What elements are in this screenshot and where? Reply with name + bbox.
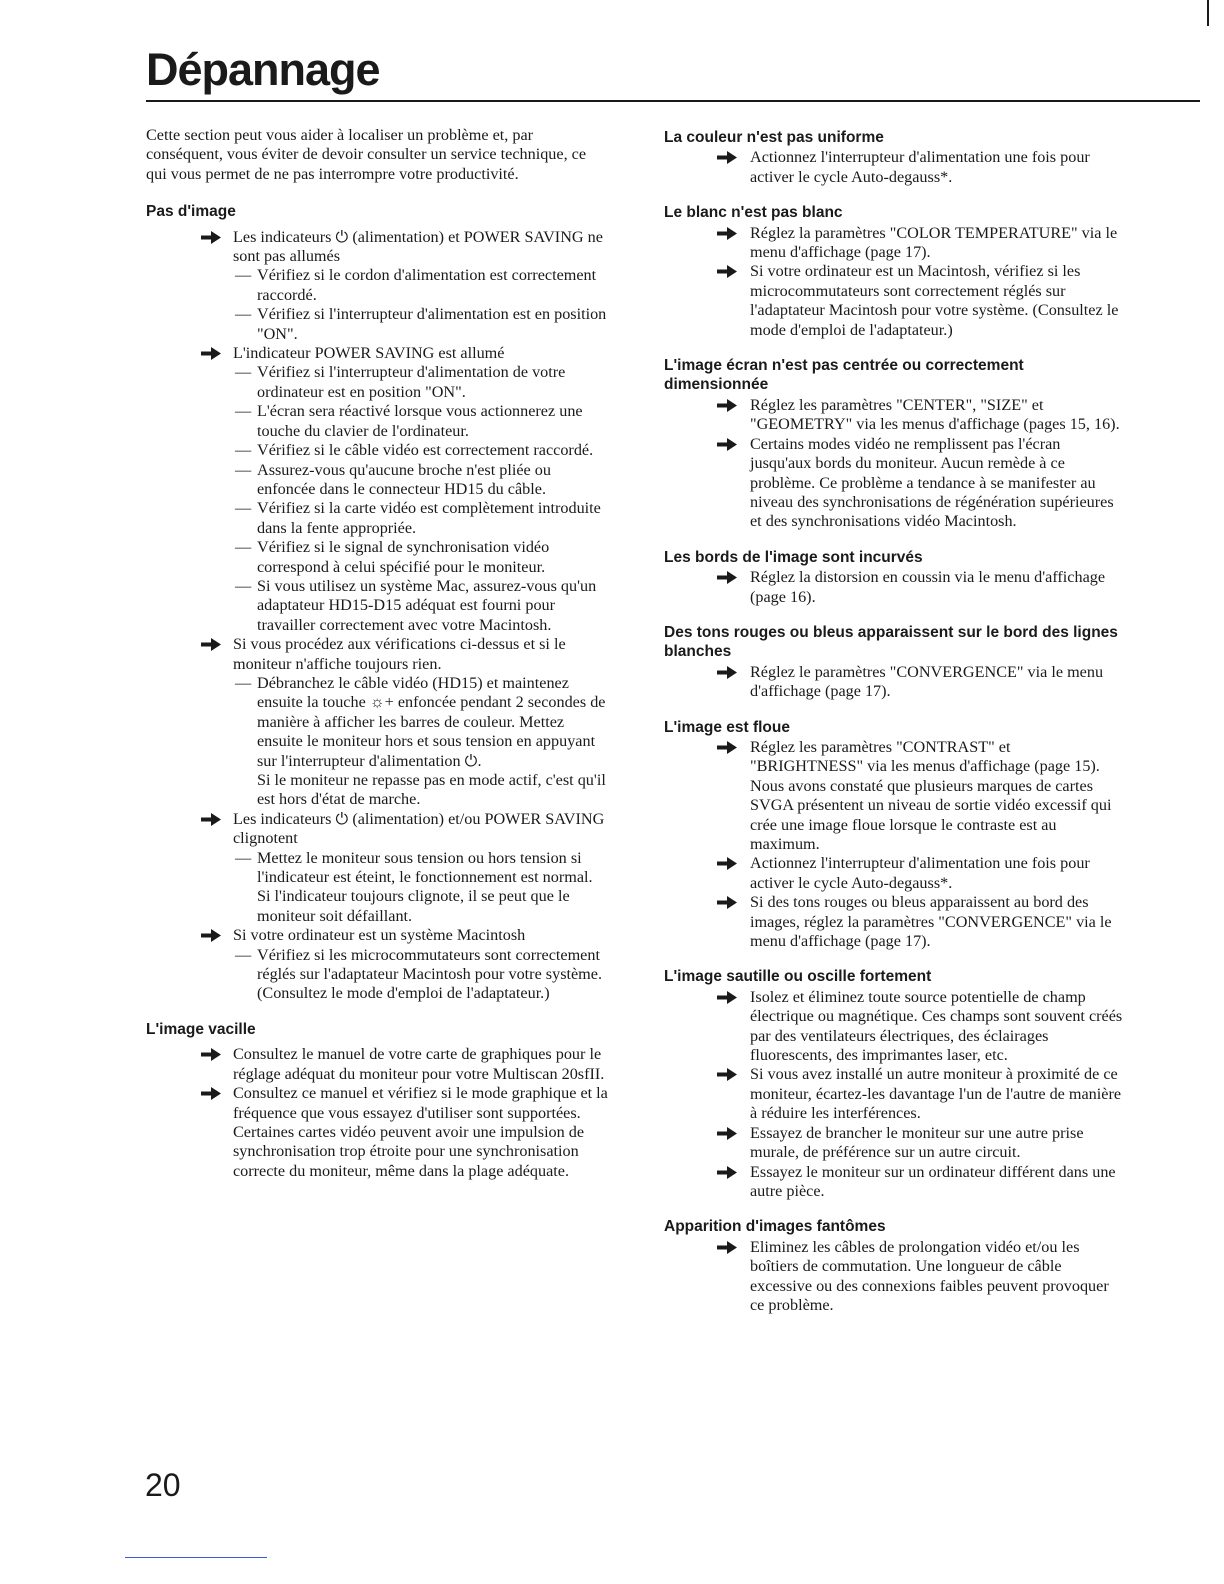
sub-item — [233, 461, 608, 500]
sub-item — [233, 266, 608, 305]
dash-marker: — — [235, 402, 252, 421]
item-text: Essayez le moniteur sur un ordinateur différent dans une autre pièce. — [750, 1162, 1116, 1200]
item-list — [664, 568, 1124, 607]
sub-item-text: Vérifiez si la carte vidéo est complètement introduite dans la fente appropriée. — [257, 499, 601, 537]
list-item — [664, 1065, 1124, 1123]
dash-marker: — — [235, 673, 252, 692]
heading-le-blanc-n-est-pas-blanc: Le blanc n'est pas blanc — [664, 204, 843, 222]
item-text: Certains modes vidéo ne remplissent pas l'écran jusqu'aux bords du moniteur. Aucun remède à ce problème. Ce problème a tendance à se manifester au niveau des synchronisations de régénération supérieures et des synchronisations vidéo Macintosh. — [750, 434, 1114, 531]
list-item — [146, 1084, 608, 1181]
heading-la-couleur-n-est-pas-uniforme: La couleur n'est pas uniforme — [664, 129, 884, 146]
item-note: Si le moniteur ne repasse pas en mode actif, c'est qu'il est hors d'état de marche. — [257, 771, 606, 809]
right-arrow-icon — [716, 988, 738, 1007]
list-item — [146, 926, 608, 1004]
sub-item-text: L'écran sera réactivé lorsque vous actionnerez une touche du clavier de l'ordinateur. — [257, 402, 583, 440]
dash-marker: — — [235, 460, 252, 479]
right-arrow-icon — [716, 1124, 738, 1143]
item-text: Réglez la paramètres "COLOR TEMPERATURE" via le menu d'affichage (page 17). — [750, 223, 1118, 262]
dash-marker: — — [235, 441, 252, 460]
sub-item — [233, 441, 608, 460]
edge-mark — [1207, 0, 1209, 26]
item-list — [664, 1238, 1124, 1316]
list-item — [146, 344, 608, 635]
item-text: Réglez le paramètres "CONVERGENCE" via le menu d'affichage (page 17). — [750, 662, 1104, 701]
sub-item — [233, 946, 608, 1004]
sub-item-text: Vérifiez si les microcommutateurs sont correctement réglés sur l'adaptateur Macintosh pour votre système. (Consultez le mode d'emploi de l'adaptateur.) — [257, 945, 603, 1003]
dash-marker: — — [235, 848, 252, 867]
list-item — [664, 854, 1124, 893]
item-text: Réglez les paramètres "CONTRAST" et "BRIGHTNESS" via les menus d'affichage (page 15). Nous avons constaté que plusieurs marques de cartes SVGA présentent un niveau de sortie vidéo excessif qui crée une image floue lorsque le contraste est au maximum. — [750, 737, 1112, 853]
item-text: Si vous avez installé un autre moniteur à proximité de ce moniteur, écartez-les davantage l'un de l'autre de manière à réduire les interférences. — [750, 1065, 1122, 1123]
heading-apparition-d-images-fantomes: Apparition d'images fantômes — [664, 1218, 886, 1236]
sub-item-text: Vérifiez si l'interrupteur d'alimentation est en position "ON". — [257, 305, 607, 343]
bottom-line — [125, 1557, 267, 1558]
title-rule — [146, 100, 1200, 102]
right-arrow-icon — [716, 1238, 738, 1257]
right-arrow-icon — [716, 1065, 738, 1084]
sub-item — [233, 402, 608, 441]
sub-item-text: Si vous utilisez un système Mac, assurez-vous qu'un adaptateur HD15-D15 adéquat est fourni pour travailler correctement avec votre Macintosh. — [257, 576, 597, 634]
right-arrow-icon — [716, 224, 738, 243]
dash-marker: — — [235, 538, 252, 557]
list-item — [146, 635, 608, 810]
list-item — [146, 1045, 608, 1084]
list-item — [664, 396, 1124, 435]
list-item — [664, 224, 1124, 263]
list-item — [664, 148, 1124, 187]
dash-marker: — — [235, 576, 252, 595]
item-text: Si votre ordinateur est un système Macintosh — [233, 926, 526, 945]
item-text: Essayez de brancher le moniteur sur une autre prise murale, de préférence sur un autre circuit. — [750, 1123, 1084, 1162]
item-list — [664, 148, 1124, 187]
right-arrow-icon — [200, 344, 222, 363]
right-arrow-icon — [200, 228, 222, 247]
item-text: Si votre ordinateur est un Macintosh, vérifiez si les microcommutateurs sont correctement réglés sur l'adaptateur Macintosh pour votre système. (Consultez le mode d'emploi de l'adaptateur.) — [750, 262, 1119, 339]
right-arrow-icon — [200, 635, 222, 654]
item-list — [664, 988, 1124, 1201]
heading-pas-d-image: Pas d'image — [146, 203, 236, 221]
item-list — [664, 663, 1124, 702]
list-item — [664, 568, 1124, 607]
item-text: Isolez et éliminez toute source potentielle de champ électrique ou magnétique. Ces champs sont souvent créés par des ventilateurs électriques, des éclairages fluorescents, des imprimantes laser, etc. — [750, 987, 1123, 1065]
intro-text: Cette section peut vous aider à localiser un problème et, par conséquent, vous éviter de devoir consulter un service technique, ce qui vous permet de ne pas interrompre votre productivité. — [146, 126, 587, 183]
heading-des-tons-rouges-ou-bleus-apparaissent-su: Des tons rouges ou bleus apparaissent sur le bord des lignes blanches — [664, 623, 1118, 661]
heading-l-image-vacille: L'image vacille — [146, 1020, 256, 1038]
sub-item — [233, 363, 608, 402]
heading-l-image-est-floue: L'image est floue — [664, 718, 790, 736]
sub-item-text: Assurez-vous qu'aucune broche n'est pliée ou enfoncée dans le connecteur HD15 du câble. — [257, 460, 551, 498]
list-item — [664, 738, 1124, 854]
right-arrow-icon — [200, 926, 222, 945]
sub-item-text: Débranchez le câble vidéo (HD15) et maintenez ensuite la touche ☼+ enfoncée pendant 2 secondes de manière à afficher les barres de couleur. Mettez ensuite le moniteur hors et sous tension en appuyant sur l'interrupteur d'alimentation ⏻. — [257, 673, 606, 770]
left-column — [146, 126, 608, 1181]
sub-item-text: Vérifiez si le câble vidéo est correctement raccordé. — [257, 441, 594, 460]
right-arrow-icon — [716, 663, 738, 682]
dash-marker: — — [235, 945, 252, 964]
item-list — [664, 396, 1124, 532]
item-text: Consultez ce manuel et vérifiez si le mode graphique et la fréquence que vous essayez d'utiliser sont supportées. Certaines cartes vidéo peuvent avoir une impulsion de synchronisation trop étroite pour une synchronisation correcte du moniteur, même dans la plage adéquate. — [233, 1084, 608, 1180]
heading-l-image-ecran-n-est-pas-centree-ou-corre: L'image écran n'est pas centrée ou correctement dimensionnée — [664, 357, 1024, 394]
sub-item — [233, 538, 608, 577]
item-text: Les indicateurs ⏻ (alimentation) et/ou POWER SAVING clignotent — [233, 809, 605, 848]
item-list — [664, 738, 1124, 951]
sub-item-text: Vérifiez si le signal de synchronisation vidéo correspond à celui spécifié pour le moniteur. — [257, 538, 550, 576]
list-item — [146, 810, 608, 926]
item-text: L'indicateur POWER SAVING est allumé — [233, 344, 505, 363]
heading-l-image-sautille-ou-oscille-fortement: L'image sautille ou oscille fortement — [664, 968, 932, 986]
sub-item — [233, 849, 608, 927]
dash-marker: — — [235, 499, 252, 518]
list-item — [664, 1238, 1124, 1316]
item-text: Si vous procédez aux vérifications ci-dessus et si le moniteur n'affiche toujours rien. — [233, 635, 566, 673]
right-arrow-icon — [200, 1045, 222, 1064]
sub-item-text: Vérifiez si l'interrupteur d'alimentation de votre ordinateur est en position "ON". — [257, 363, 566, 401]
heading-les-bords-de-l-image-sont-incurves: Les bords de l'image sont incurvés — [664, 548, 923, 566]
right-arrow-icon — [716, 435, 738, 454]
sub-item — [233, 674, 608, 771]
item-text: Les indicateurs ⏻ (alimentation) et POWER SAVING ne sont pas allumés — [233, 227, 603, 266]
right-arrow-icon — [716, 1163, 738, 1182]
item-text: Réglez les paramètres "CENTER", "SIZE" et "GEOMETRY" via les menus d'affichage (pages 15, 16). — [750, 395, 1120, 434]
right-arrow-icon — [716, 893, 738, 912]
list-item — [146, 228, 608, 344]
dash-marker: — — [235, 266, 252, 285]
item-list — [146, 1045, 608, 1181]
item-text: Si des tons rouges ou bleus apparaissent au bord des images, réglez la paramètres "CONVERGENCE" via le menu d'affichage (page 17). — [750, 893, 1112, 951]
item-list — [664, 224, 1124, 340]
right-arrow-icon — [716, 262, 738, 281]
sub-item — [233, 305, 608, 344]
right-column — [664, 128, 1124, 1315]
right-arrow-icon — [200, 1084, 222, 1103]
right-arrow-icon — [716, 854, 738, 873]
list-item — [664, 262, 1124, 340]
item-text: Consultez le manuel de votre carte de graphiques pour le réglage adéquat du moniteur pour votre Multiscan 20sfII. — [233, 1045, 605, 1083]
sub-item — [233, 577, 608, 635]
item-text: Réglez la distorsion en coussin via le menu d'affichage (page 16). — [750, 568, 1106, 606]
right-arrow-icon — [716, 568, 738, 587]
right-arrow-icon — [716, 396, 738, 415]
dash-marker: — — [235, 305, 252, 324]
item-list — [146, 228, 608, 1004]
sub-item-text: Mettez le moniteur sous tension ou hors tension si l'indicateur est éteint, le fonctionnement est normal. Si l'indicateur toujours clignote, il se peut que le moniteur soit défaillant. — [257, 848, 593, 925]
list-item — [664, 1163, 1124, 1202]
right-arrow-icon — [716, 738, 738, 757]
item-text: Actionnez l'interrupteur d'alimentation une fois pour activer le cycle Auto-degauss*. — [750, 854, 1090, 892]
list-item — [664, 988, 1124, 1066]
list-item — [664, 1124, 1124, 1163]
sub-item-text: Vérifiez si le cordon d'alimentation est correctement raccordé. — [257, 266, 597, 304]
page-title: Dépannage — [146, 44, 380, 95]
list-item — [664, 435, 1124, 532]
item-text: Eliminez les câbles de prolongation vidéo et/ou les boîtiers de commutation. Une longueur de câble excessive ou des connexions faibles peuvent provoquer ce problème. — [750, 1237, 1109, 1314]
right-arrow-icon — [716, 148, 738, 167]
list-item — [664, 663, 1124, 702]
dash-marker: — — [235, 363, 252, 382]
sub-item — [233, 499, 608, 538]
list-item — [664, 893, 1124, 951]
item-text: Actionnez l'interrupteur d'alimentation une fois pour activer le cycle Auto-degauss*. — [750, 148, 1090, 186]
page-number: 20 — [145, 1467, 181, 1503]
right-arrow-icon — [200, 810, 222, 829]
